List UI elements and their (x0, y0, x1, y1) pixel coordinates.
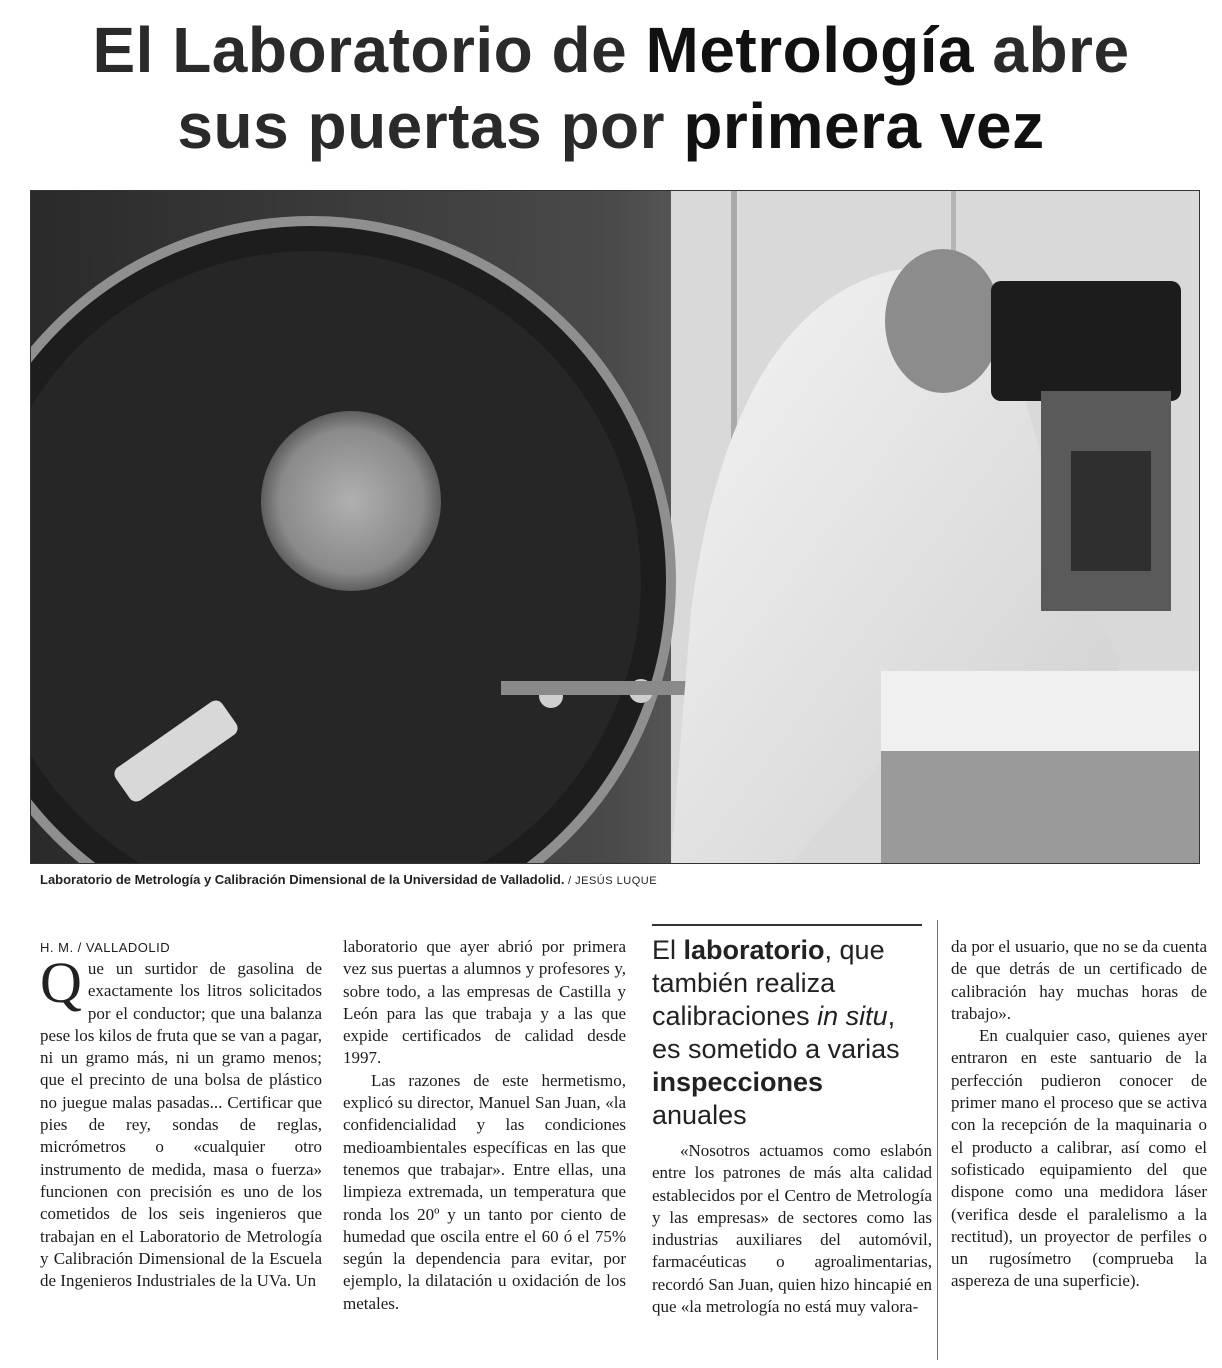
technician-head (885, 249, 1001, 393)
headline-line-1 (0, 14, 1222, 86)
photo-caption (40, 872, 1200, 887)
headline-text: sus puertas por (177, 90, 684, 162)
pullquote-text: , es sometido a varias (652, 1001, 900, 1064)
article-column-4 (951, 936, 1207, 1293)
headline-text: abre (974, 14, 1130, 86)
article-column-2 (343, 936, 626, 1315)
pullquote-emphasis: laboratorio (683, 935, 825, 965)
measuring-microscope (991, 281, 1181, 401)
caption-text: Laboratorio de Metrología y Calibración Dimensional de la Universidad de Valladolid. (40, 872, 565, 887)
article-paragraph: «Nosotros actuamos como eslabón entre los patrones de más alta calidad establecidos por el Centro de Metrología y las empresas» de sectores como las industrias auxiliares del automóvil, farmacéuticas o agroalimentarias, recordó San Juan, quien hizo hincapié en que «la metrología no está muy valora- (652, 1141, 932, 1317)
headline-line-2 (0, 90, 1222, 162)
column-divider (937, 920, 938, 1360)
pullquote-italic: in situ (817, 1001, 888, 1031)
byline: H. M. / VALLADOLID (40, 940, 171, 955)
pullquote-emphasis: inspecciones (652, 1067, 824, 1097)
photo-credit: / JESÚS LUQUE (564, 875, 658, 887)
article-paragraph: da por el usuario, que no se da cuenta de que detrás de un certificado de calibración hay muchas horas de trabajo». (951, 937, 1207, 1023)
headline-emphasis: primera vez (683, 90, 1045, 162)
article-column-3 (652, 1140, 932, 1318)
pullquote-text: , que también realiza calibraciones (652, 935, 885, 1031)
pullquote-text: anuales (652, 1100, 747, 1130)
article-paragraph (40, 950, 322, 1292)
laboratory-photo (30, 190, 1200, 864)
article-paragraph: En cualquier caso, quienes ayer entraron en este santuario de la perfección pudieron conocer de primer mano el proceso que se activa con la recepción de la maquinaria o el producto a calibrar, así como el sofisticado equipamiento del que dispone como una medidora láser (verifica desde el paralelismo a la rectitud), un proyector de perfiles o un rugosímetro (comprueba la aspereza de una superficie). (951, 1026, 1207, 1291)
pull-quote (652, 924, 922, 1132)
article-column-1 (40, 936, 322, 1292)
workbench (881, 751, 1199, 863)
drop-cap: Q (40, 950, 82, 1015)
headline-text: El Laboratorio de (92, 14, 646, 86)
article-paragraph: Las razones de este hermetismo, explicó su director, Manuel San Juan, «la confidencialidad y las condiciones medioambientales específicas en las que tenemos que trabajar». Entre ellas, una limpieza extremada, un temperatura que ronda los 20º y un tanto por ciento de humedad que oscila entre el 60 ó el 75% según la dependencia para evitar, por ejemplo, la dilatación u oxidación de los metales. (343, 1070, 626, 1313)
article-text: ue un surtidor de gasolina de exactamente los litros solicitados por el conductor; que una balanza pese los kilos de fruta que se van a pagar, ni un gramo más, ni un gramo menos; que el precinto de una bolsa de plástico no juegue malas pasadas... Certificar que pies de rey, sondas de reglas, micrómetros o «cualquier otro instrumento de medida, masa o fuerza» funcionen con precisión es uno de los cometidos de los seis ingenieros que trabajan en el Laboratorio de Metrología y Calibración Dimensional de la Escuela de Ingenieros Industriales de la UVa. Un (40, 959, 322, 1291)
pullquote-text: El (652, 935, 684, 965)
projector-lens-circle (261, 411, 441, 591)
headline-emphasis: Metrología (645, 14, 975, 86)
article-paragraph: laboratorio que ayer abrió por primera vez sus puertas a alumnos y profesores y, sobre todo, a las empresas de Castilla y León para las que trabaja y a las que expide certificados de calidad desde 1997. (343, 937, 626, 1068)
